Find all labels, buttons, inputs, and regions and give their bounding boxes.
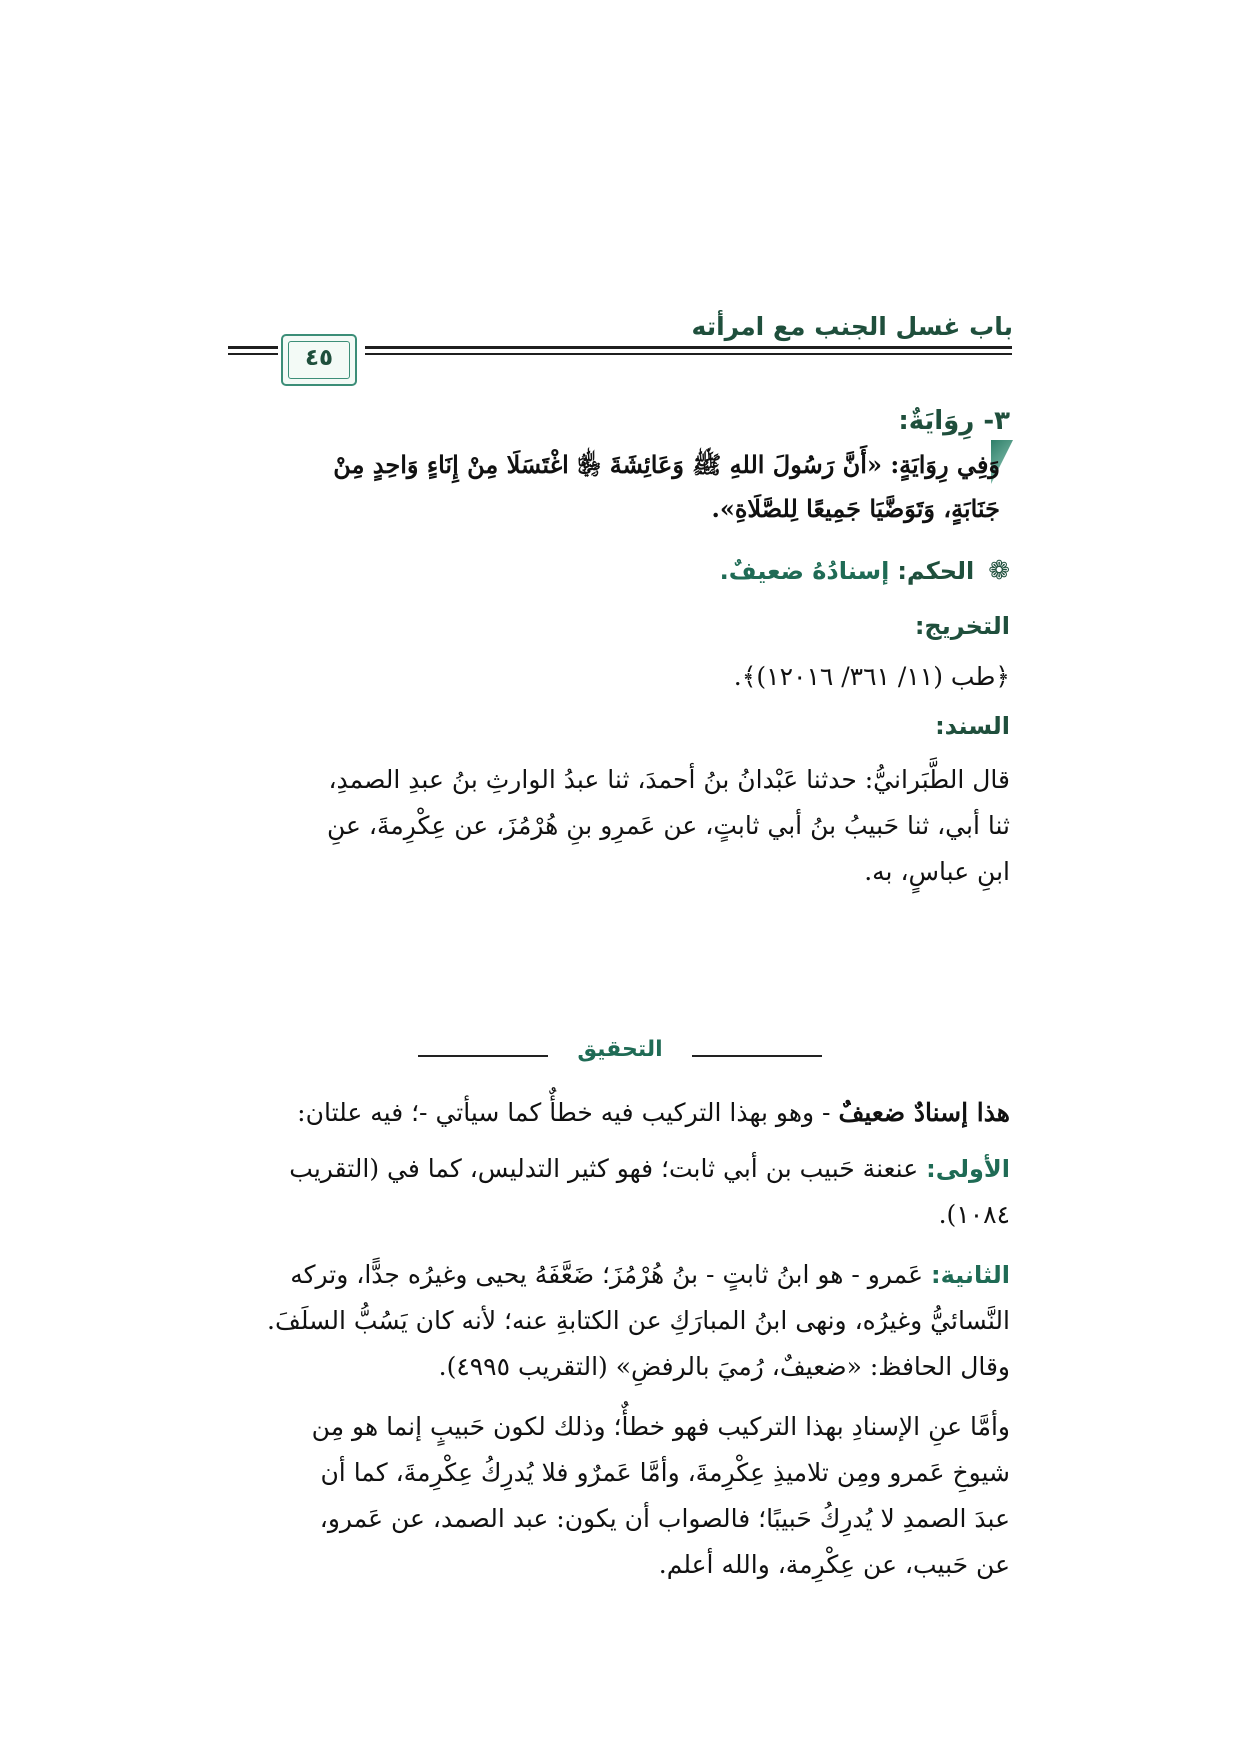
tahqiq-title: التحقيق	[577, 1037, 663, 1062]
second-reason-line-1	[290, 1260, 1010, 1289]
sanad-line-3: ابنِ عباسٍ، به.	[864, 857, 1010, 886]
takhrij-label: التخريج:	[914, 612, 1010, 640]
hadith-line-1: وَفِي رِوَايَةٍ: «أَنَّ رَسُولَ اللهِ ﷺ وَعَائِشَةَ ﵂ اغْتَسَلَا مِنْ إِنَاءٍ وَاحِدٍ مِنْ	[333, 450, 1000, 479]
first-reason-line-1	[289, 1154, 1010, 1183]
header-rule-right	[365, 346, 1012, 349]
narration-heading: ٣- رِوَايَةٌ:	[898, 406, 1010, 436]
first-reason-line-2: ١٠٨٤).	[938, 1200, 1010, 1229]
page-number: ٤٥	[304, 345, 334, 371]
first-reason-text: عنعنة حَبيب بن أبي ثابت؛ فهو كثير التدليس، كما في (التقريب	[289, 1154, 927, 1183]
header-rule-left	[228, 346, 278, 349]
final-line-3: عبدَ الصمدِ لا يُدرِكُ حَبيبًا؛ فالصواب أن يكون: عبد الصمد، عن عَمرو،	[319, 1504, 1010, 1533]
flower-icon: ❁	[988, 556, 1010, 586]
header-rule-left-thin	[228, 353, 278, 355]
header-rule-right-thin	[365, 353, 1012, 355]
sanad-line-2: ثنا أبي، ثنا حَبيبُ بنُ أبي ثابتٍ، عن عَمرِو بنِ هُرْمُزَ، عن عِكْرِمةَ، عنِ	[326, 811, 1010, 840]
analysis-intro-bold: هذا إسنادٌ ضعيفٌ	[838, 1098, 1010, 1127]
first-reason-label: الأولى:	[926, 1155, 1010, 1183]
chapter-title: باب غسل الجنب مع امرأته	[691, 312, 1013, 341]
analysis-intro-rest: - وهو بهذا التركيب فيه خطأٌ كما سيأتي -؛ فيه علتان:	[297, 1098, 839, 1127]
second-reason-line-3: وقال الحافظ: «ضعيفٌ، رُميَ بالرفضِ» (التقريب ٤٩٩٥).	[438, 1352, 1010, 1381]
ruling-row	[720, 556, 1010, 586]
second-reason-line-2: النَّسائيُّ وغيرُه، ونهى ابنُ المبارَكِ عن الكتابةِ عنه؛ لأنه كان يَسُبُّ السلَفَ.	[267, 1306, 1010, 1335]
second-reason-label: الثانية:	[930, 1261, 1010, 1289]
sanad-label: السند:	[935, 712, 1010, 740]
page-number-badge	[281, 334, 357, 386]
tahqiq-divider	[418, 1037, 822, 1069]
final-line-4: عن حَبيب، عن عِكْرِمة، والله أعلم.	[658, 1550, 1010, 1579]
ruling-text: إسنادُهُ ضعيفٌ.	[719, 557, 890, 585]
sanad-line-1: قال الطَّبَرانيُّ: حدثنا عَبْدانُ بنُ أحمدَ، ثنا عبدُ الوارثِ بنُ عبدِ الصمدِ،	[328, 765, 1010, 794]
takhrij-text: ﴿طب (١١/ ٣٦١/ ١٢٠١٦)﴾.	[733, 662, 1010, 691]
final-line-1: وأمَّا عنِ الإسنادِ بهذا التركيب فهو خطأٌ؛ وذلك لكون حَبيبٍ إنما هو مِن	[311, 1412, 1010, 1441]
ruling-label: الحكم:	[897, 557, 975, 585]
final-line-2: شيوخِ عَمرو ومِن تلاميذِ عِكْرِمةَ، وأمَّا عَمرٌو فلا يُدرِكُ عِكْرِمةَ، كما أن	[320, 1458, 1010, 1487]
hadith-line-2: جَنَابَةٍ، وَتَوَضَّيَا جَمِيعًا لِلصَّلَاةِ».	[711, 494, 1000, 523]
second-reason-text: عَمرو - هو ابنُ ثابتٍ - بنُ هُرْمُزَ؛ ضَعَّفَهُ يحيى وغيرُه جدًّا، وتركه	[290, 1260, 931, 1289]
analysis-intro	[297, 1098, 1010, 1127]
